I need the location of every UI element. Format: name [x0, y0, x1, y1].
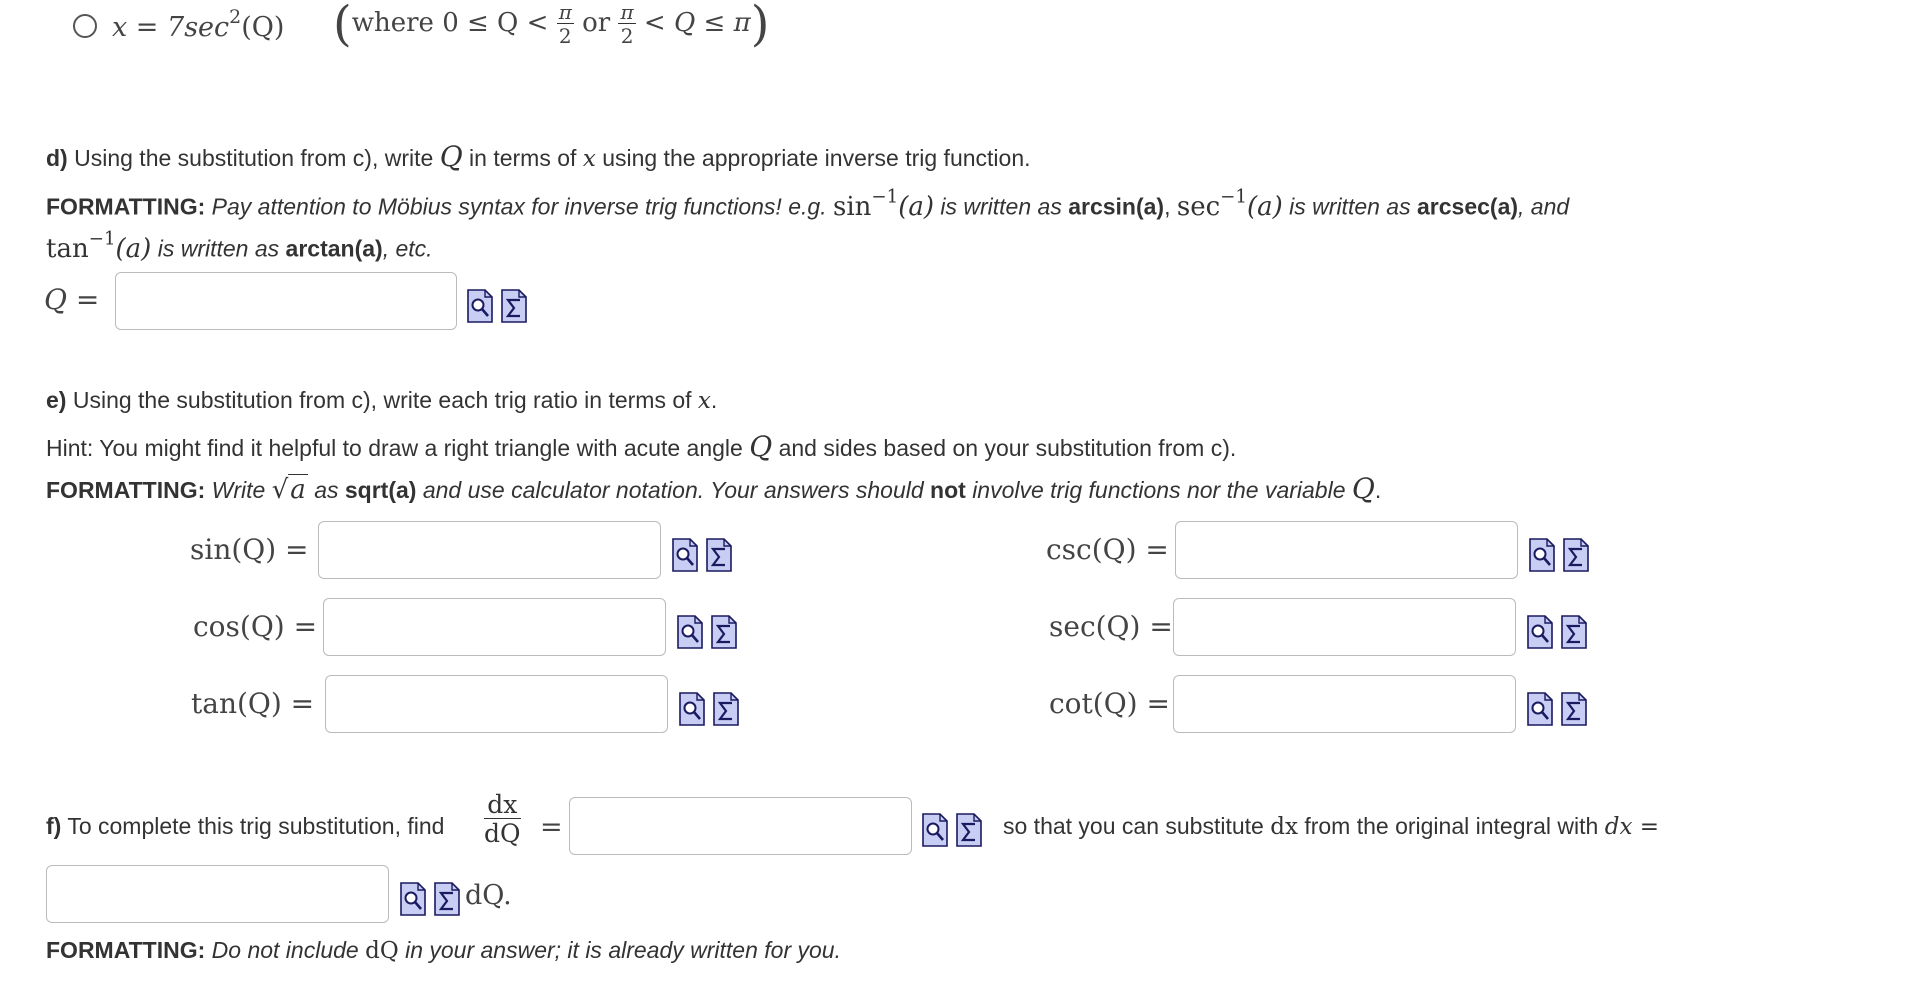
part-f-substitute-text — [1003, 813, 1659, 840]
frac-dx: dx — [484, 792, 521, 819]
written-as-2: is written as — [1289, 193, 1411, 220]
option-tail: < Q ≤ π — [643, 8, 751, 38]
part-e-fmt-write: Write — [211, 477, 266, 503]
part-d-letter: d) — [46, 145, 68, 171]
cos-input[interactable] — [323, 598, 666, 656]
sin-input[interactable] — [318, 521, 661, 579]
tan-inv-exp: −1 — [88, 228, 116, 249]
dx-expression-input[interactable] — [46, 865, 389, 923]
preview-icon[interactable] — [1529, 538, 1555, 572]
part-e-fmt-as: as — [314, 477, 339, 503]
preview-icon[interactable] — [679, 692, 705, 726]
sqrt-radicand: a — [290, 475, 306, 505]
option-radio[interactable] — [73, 14, 97, 38]
part-f-dx3: dx = — [1604, 814, 1660, 840]
part-d-text3: using the appropriate inverse trig function. — [602, 145, 1031, 171]
tan-inv-arg: (a) — [115, 233, 152, 264]
part-e-var-x: x — [697, 388, 711, 414]
option-exponent: 2 — [229, 6, 242, 28]
q-answer-label: Q = — [44, 283, 100, 316]
part-e-hint-text: Hint: You might find it helpful to draw a right triangle with acute angle — [46, 435, 743, 461]
dx-dq-fraction — [484, 792, 521, 846]
equation-editor-icon[interactable] — [1561, 615, 1587, 649]
part-d-prompt — [46, 140, 1031, 173]
tan-label: tan(Q) = — [191, 687, 315, 720]
sin-label: sin(Q) = — [190, 533, 309, 566]
part-e-fmt-end: involve trig functions nor the variable — [972, 477, 1346, 503]
part-d-formatting-line1: FORMATTING: Pay attention to Möbius syntax for inverse trig functions! e.g. $\sin^{-1}(a)$ is written as arcsin(a), $\sec^{-1}(a)$ is written as arcsec(a), and — [46, 186, 1570, 222]
sin-inv-exp: −1 — [871, 186, 899, 207]
part-e-fmt-q: Q — [1351, 472, 1375, 505]
part-e-formatting: FORMATTING: Write √a as sqrt(a) and use calculator notation. Your answers should not involve trig functions nor the variable Q. — [46, 472, 1382, 505]
dx-dq-input[interactable] — [569, 797, 912, 855]
equation-editor-icon[interactable] — [1561, 692, 1587, 726]
preview-icon[interactable] — [400, 882, 426, 916]
frac-two-2: 2 — [620, 24, 634, 48]
part-e-period: . — [710, 387, 718, 413]
sqrt-symbol: √ — [271, 475, 289, 505]
equation-editor-icon[interactable] — [1563, 538, 1589, 572]
tan-input[interactable] — [325, 675, 668, 733]
part-e-fmt-label: FORMATTING: — [46, 477, 206, 503]
arcsin-code: arcsin(a) — [1068, 193, 1165, 220]
cot-input[interactable] — [1173, 675, 1516, 733]
part-e-prompt — [46, 387, 717, 414]
part-d-var-q: Q — [439, 140, 463, 173]
part-d-text1: Using the substitution from c), write — [74, 145, 434, 171]
preview-icon[interactable] — [467, 289, 493, 323]
option-or: or — [582, 8, 611, 38]
equation-editor-icon[interactable] — [501, 289, 527, 323]
arctan-code: arctan(a) — [285, 235, 383, 262]
frac-two: 2 — [558, 24, 572, 48]
equation-editor-icon[interactable] — [434, 882, 460, 916]
part-f-formatting — [46, 937, 841, 964]
part-d-formatting-line2 — [46, 228, 433, 264]
option-where: where 0 ≤ Q < — [351, 8, 549, 38]
cot-label: cot(Q) = — [1049, 687, 1170, 720]
part-f-fmt-text2: in your answer; it is already written for you. — [405, 937, 841, 963]
part-e-not: not — [930, 477, 966, 503]
part-d-text2: in terms of — [469, 145, 577, 171]
part-f-text2: so that you can substitute — [1003, 813, 1264, 839]
part-e-fmt-calc: and use calculator notation. Your answers should — [422, 477, 924, 503]
csc-input[interactable] — [1175, 521, 1518, 579]
part-f-fmt-label: FORMATTING: — [46, 937, 206, 963]
part-f-text3: from the original integral with — [1304, 813, 1599, 839]
part-f-fmt-dq: dQ — [365, 938, 399, 964]
part-f-text1: To complete this trig substitution, find — [67, 813, 445, 839]
frac-pi-2: π — [620, 0, 634, 24]
option-domain: (where 0 ≤ Q < $\frac{\pi}{2}$ or $\frac{\pi}{2}$ < Q ≤ π) — [333, 0, 770, 52]
preview-icon[interactable] — [1527, 692, 1553, 726]
frac-dq: dQ — [484, 819, 521, 848]
equation-editor-icon[interactable] — [713, 692, 739, 726]
q-answer-input[interactable] — [115, 272, 457, 330]
sqrt-code: sqrt(a) — [344, 477, 417, 503]
fmt-and: , and — [1518, 193, 1570, 220]
preview-icon[interactable] — [672, 538, 698, 572]
option-arg: (Q) — [241, 12, 285, 44]
part-f-prompt — [46, 813, 444, 840]
part-f-fmt-text1: Do not include — [211, 937, 359, 963]
dq-tail: dQ. — [465, 880, 512, 911]
part-f-dx2: dx — [1270, 814, 1298, 840]
sec-inv: sec — [1176, 191, 1221, 222]
sin-inv-arg: (a) — [898, 191, 934, 222]
part-d-var-x: x — [582, 146, 596, 172]
sec-input[interactable] — [1173, 598, 1516, 656]
frac-pi: π — [558, 0, 572, 24]
written-as-1: is written as — [940, 193, 1062, 220]
part-e-hint-text2: and sides based on your substitution from c). — [778, 435, 1237, 461]
sec-inv-arg: (a) — [1246, 191, 1283, 222]
part-f-equals: = — [540, 812, 563, 843]
part-d-fmt-label: FORMATTING: — [46, 193, 206, 220]
arcsec-code: arcsec(a) — [1417, 193, 1519, 220]
written-as-3: is written as — [157, 235, 280, 262]
dq-tail-text: dQ — [465, 880, 504, 911]
sec-label: sec(Q) = — [1049, 610, 1173, 643]
part-f-letter: f) — [46, 813, 62, 839]
part-d-fmt-text1: Pay attention to Möbius syntax for inverse trig functions! e.g. — [211, 193, 827, 220]
part-e-text1: Using the substitution from c), write each trig ratio in terms of — [72, 387, 692, 413]
sec-inv-exp: −1 — [1220, 186, 1247, 207]
preview-icon[interactable] — [677, 615, 703, 649]
preview-icon[interactable] — [1527, 615, 1553, 649]
equation-editor-icon[interactable] — [706, 538, 732, 572]
sin-inv: sin — [832, 191, 872, 222]
equation-editor-icon[interactable] — [711, 615, 737, 649]
equation-editor-icon[interactable] — [956, 813, 982, 847]
fmt-etc: , etc. — [382, 235, 433, 262]
option-expr: x = 7sec — [112, 12, 230, 44]
csc-label: csc(Q) = — [1046, 533, 1169, 566]
option-expression — [112, 6, 284, 43]
part-e-hint — [46, 430, 1236, 463]
tan-inv: tan — [46, 233, 89, 264]
part-e-hint-q: Q — [749, 430, 773, 463]
cos-label: cos(Q) = — [193, 610, 318, 643]
part-e-letter: e) — [46, 387, 67, 413]
preview-icon[interactable] — [922, 813, 948, 847]
